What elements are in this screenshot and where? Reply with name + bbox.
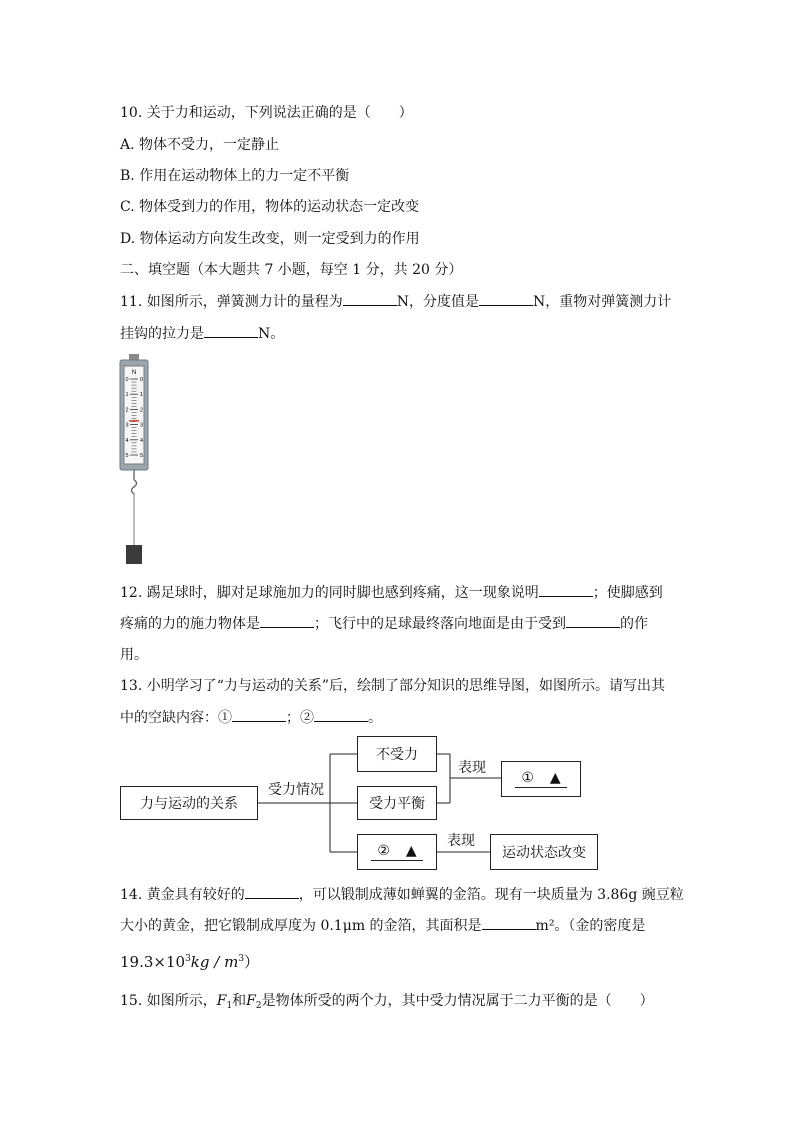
q15-stem bbox=[120, 992, 654, 1015]
gauge-number: 1 bbox=[125, 392, 129, 399]
force-f1-symbol: F bbox=[216, 993, 227, 1009]
q14-text-1: 14. 黄金具有较好的 bbox=[120, 887, 245, 903]
mindmap-root: 力与运动的关系 bbox=[120, 786, 258, 820]
triangle-icon: ▲ bbox=[405, 843, 417, 859]
q11-text-3: N，重物对弹簧测力计 bbox=[532, 294, 672, 310]
q12-text-1: 12. 踢足球时，脚对足球施加力的同时脚也感到疼痛，这一现象说明 bbox=[120, 585, 539, 601]
q14-text-3: 大小的黄金，把它锻制成厚度为 0.1μm 的金箔，其面积是 bbox=[120, 918, 482, 934]
mindmap-balanced: 受力平衡 bbox=[357, 786, 437, 820]
mindmap-blank-2 bbox=[357, 834, 437, 870]
q13-text-3: 。 bbox=[368, 710, 382, 726]
q14-line1 bbox=[120, 885, 684, 904]
answer-blank bbox=[482, 916, 536, 930]
blank-1-marker: ① bbox=[521, 770, 534, 786]
q13-text-1: 中的空缺内容：① bbox=[120, 710, 232, 726]
q13-text-2: ；② bbox=[286, 710, 314, 726]
q11-text-4: 挂钩的拉力是 bbox=[120, 326, 204, 342]
gauge-number: 2 bbox=[139, 407, 144, 414]
q14-text-2: ，可以锻制成薄如蝉翼的金箔。现有一块质量为 3.86g 豌豆粒 bbox=[298, 887, 684, 903]
force-f1-subscript: 1 bbox=[226, 1001, 233, 1011]
q10-option-a: A. 物体不受力，一定静止 bbox=[120, 137, 280, 153]
density-unit-exponent: 3 bbox=[238, 954, 245, 964]
q11-text-1: 11. 如图所示，弹簧测力计的量程为 bbox=[120, 294, 343, 310]
gauge-number: 0 bbox=[139, 377, 144, 383]
q14-line2 bbox=[120, 916, 645, 935]
q12-text-5: 的作 bbox=[620, 616, 648, 632]
gauge-number: 3 bbox=[125, 422, 129, 429]
section-heading: 二、填空题（本大题共 7 小题，每空 1 分，共 20 分） bbox=[120, 262, 463, 278]
gauge-unit: N bbox=[131, 370, 137, 376]
q15-and: 和 bbox=[232, 993, 247, 1009]
mindmap-show-label-1: 表现 bbox=[458, 760, 486, 776]
gauge-number: 4 bbox=[125, 437, 129, 444]
gauge-number: 1 bbox=[139, 392, 144, 399]
force-f2-subscript: 2 bbox=[255, 1001, 262, 1011]
mindmap-blank-1 bbox=[501, 761, 581, 797]
q14-density bbox=[120, 950, 259, 971]
q10-option-b: B. 作用在运动物体上的力一定不平衡 bbox=[120, 168, 350, 184]
mindmap-no-force: 不受力 bbox=[357, 736, 437, 772]
q11-text-5: N。 bbox=[258, 326, 285, 342]
q12-line3: 用。 bbox=[120, 647, 148, 663]
gauge-number: 4 bbox=[139, 437, 144, 444]
mindmap-show-label-2: 表现 bbox=[447, 833, 475, 849]
force-f2-symbol: F bbox=[246, 993, 256, 1009]
density-close: ） bbox=[244, 953, 260, 971]
gauge-number: 5 bbox=[139, 453, 144, 459]
q14-text-4: m²。（金的密度是 bbox=[535, 918, 646, 934]
mindmap-motion-change: 运动状态改变 bbox=[490, 834, 598, 870]
gauge-number: 5 bbox=[125, 453, 129, 459]
q12-text-3: 疼痛的力的施力物体是 bbox=[120, 616, 260, 632]
q12-text-4: ；飞行中的足球最终落向地面是由于受到 bbox=[314, 616, 566, 632]
density-exponent: 3 bbox=[185, 954, 191, 964]
q10-option-d: D. 物体运动方向发生改变，则一定受到力的作用 bbox=[120, 231, 420, 247]
mindmap-edge-label: 受力情况 bbox=[268, 782, 324, 798]
q13-line1: 13. 小明学习了“力与运动的关系”后，绘制了部分知识的思维导图，如图所示。请写出其 bbox=[120, 678, 666, 694]
density-mantissa: 19.3×10 bbox=[120, 953, 186, 971]
q10-option-c: C. 物体受到力的作用，物体的运动状态一定改变 bbox=[120, 199, 420, 215]
gauge-number: 0 bbox=[125, 377, 129, 383]
triangle-icon: ▲ bbox=[549, 770, 561, 786]
gauge-number: 2 bbox=[125, 407, 129, 414]
q15-text-1: 15. 如图所示， bbox=[120, 993, 217, 1009]
q15-text-2: 是物体所受的两个力，其中受力情况属于二力平衡的是（ ） bbox=[261, 993, 654, 1009]
q11-text-2: N，分度值是 bbox=[396, 294, 479, 310]
density-unit: kg / m bbox=[190, 953, 239, 971]
q12-text-2: ；使脚感到 bbox=[592, 585, 663, 601]
answer-blank bbox=[245, 885, 299, 899]
q10-stem: 10. 关于力和运动，下列说法正确的是（ ） bbox=[120, 105, 413, 121]
gauge-number: 3 bbox=[139, 422, 144, 429]
blank-2-marker: ② bbox=[377, 843, 390, 859]
